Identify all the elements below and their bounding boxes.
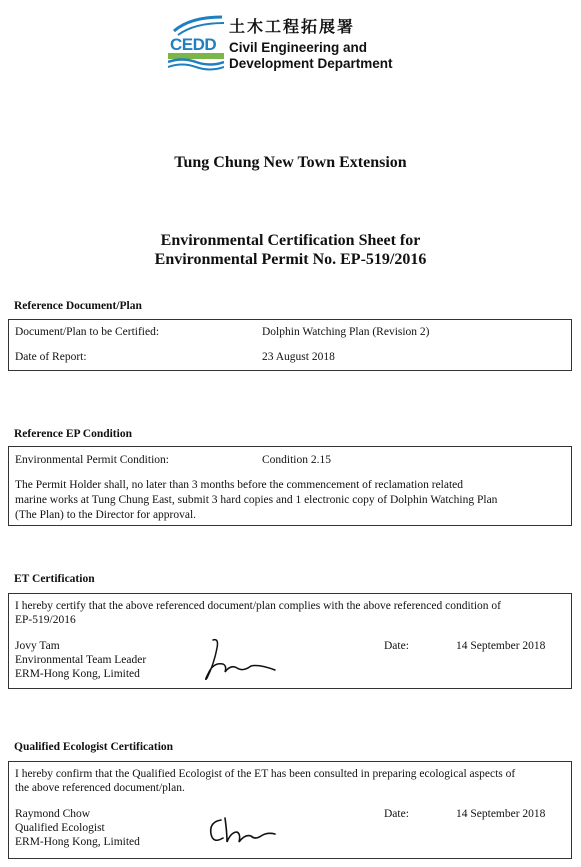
reference-ep-heading: Reference EP Condition (14, 428, 132, 440)
reference-document-heading: Reference Document/Plan (14, 300, 142, 312)
condition-text-line2: marine works at Tung Chung East, submit 3 hard copies and 1 electronic copy of Dolphin Watching Plan (15, 494, 498, 506)
ecologist-statement-line1: I hereby confirm that the Qualified Ecologist of the ET has been consulted in preparing ecological aspects of (15, 768, 516, 780)
et-statement-line1: I hereby certify that the above referenced document/plan complies with the above referenced condition of (15, 600, 501, 612)
et-signature (199, 634, 279, 684)
cedd-logo (168, 13, 418, 73)
et-date-label: Date: (384, 640, 409, 652)
et-statement-line2: EP-519/2016 (15, 614, 76, 626)
logo-english-line1: Civil Engineering and (229, 40, 368, 55)
et-certification-heading: ET Certification (14, 573, 95, 585)
ecologist-role: Qualified Ecologist (15, 822, 105, 834)
et-date-value: 14 September 2018 (456, 640, 546, 652)
ecologist-name: Raymond Chow (15, 808, 91, 820)
logo-chinese-name: 土木工程拓展署 (229, 17, 356, 36)
sheet-title-line2: Environmental Permit No. EP-519/2016 (154, 251, 427, 268)
ecologist-certification-heading: Qualified Ecologist Certification (14, 741, 174, 753)
condition-text-line3: (The Plan) to the Director for approval. (15, 509, 197, 521)
et-signatory-company: ERM-Hong Kong, Limited (15, 668, 140, 680)
ecologist-date-label: Date: (384, 808, 409, 820)
sheet-title-line1: Environmental Certification Sheet for (160, 232, 421, 249)
ecologist-date-value: 14 September 2018 (456, 808, 546, 820)
condition-label: Environmental Permit Condition: (15, 454, 169, 466)
report-date-label: Date of Report: (15, 351, 87, 363)
logo-english-line2: Development Department (229, 56, 393, 71)
report-date-value: 23 August 2018 (262, 351, 335, 363)
logo-acronym: CEDD (170, 35, 217, 54)
ecologist-signature (205, 814, 285, 850)
et-certification-box (8, 593, 572, 689)
ecologist-company: ERM-Hong Kong, Limited (15, 836, 140, 848)
et-signatory-role: Environmental Team Leader (15, 654, 147, 666)
ecologist-certification-box (8, 761, 572, 859)
reference-ep-box (8, 446, 572, 526)
doc-value: Dolphin Watching Plan (Revision 2) (262, 326, 430, 338)
reference-document-box (8, 319, 572, 371)
doc-label: Document/Plan to be Certified: (15, 326, 160, 338)
condition-value: Condition 2.15 (262, 454, 332, 466)
project-title: Tung Chung New Town Extension (174, 154, 407, 171)
et-signatory-name: Jovy Tam (15, 640, 60, 652)
condition-text-line1: The Permit Holder shall, no later than 3 months before the commencement of reclamation related (15, 479, 464, 491)
ecologist-statement-line2: the above referenced document/plan. (15, 782, 185, 794)
